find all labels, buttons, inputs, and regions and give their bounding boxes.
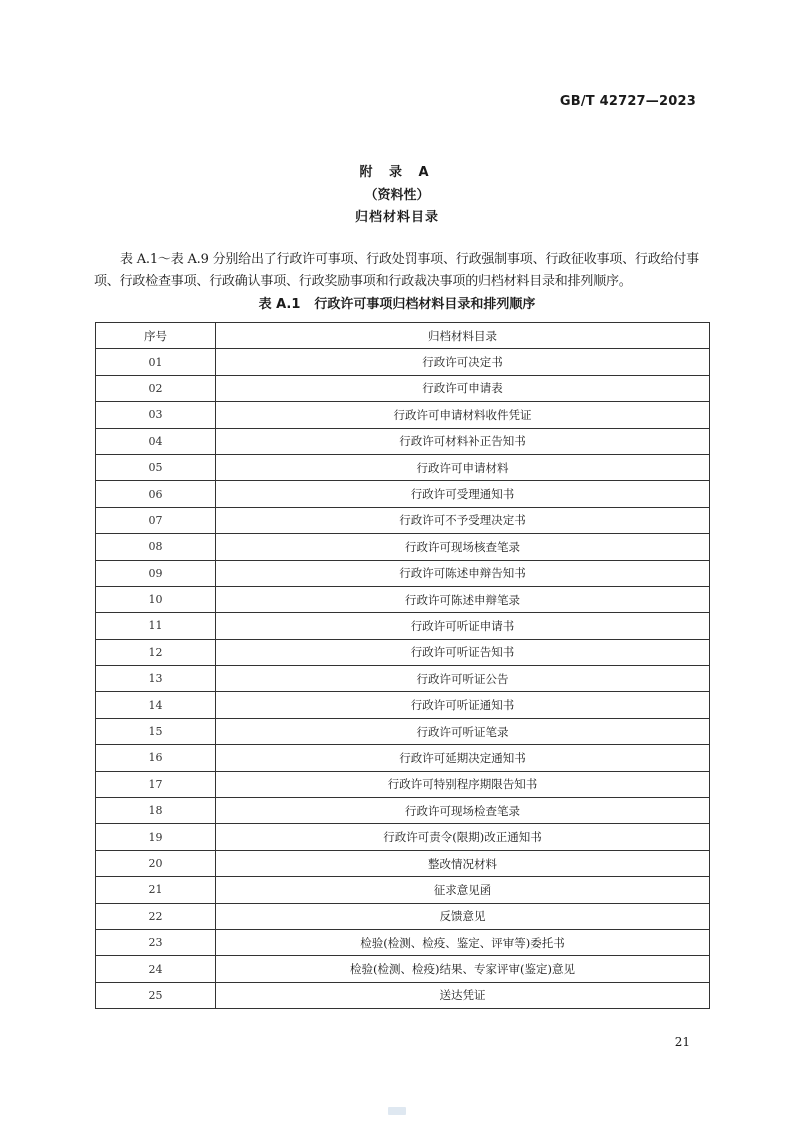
row-sequence-number: 15 bbox=[96, 718, 216, 744]
table-row bbox=[96, 454, 710, 480]
row-sequence-number: 25 bbox=[96, 982, 216, 1008]
table-row bbox=[96, 718, 710, 744]
row-sequence-number: 18 bbox=[96, 798, 216, 824]
archive-materials-table bbox=[95, 322, 710, 1009]
row-material-name: 行政许可受理通知书 bbox=[216, 481, 710, 507]
table-header-row bbox=[96, 323, 710, 349]
table-row bbox=[96, 850, 710, 876]
table-row bbox=[96, 375, 710, 401]
row-sequence-number: 14 bbox=[96, 692, 216, 718]
column-header-sequence: 序号 bbox=[96, 323, 216, 349]
row-material-name: 征求意见函 bbox=[216, 877, 710, 903]
table-row bbox=[96, 428, 710, 454]
row-sequence-number: 05 bbox=[96, 454, 216, 480]
row-material-name: 行政许可特别程序期限告知书 bbox=[216, 771, 710, 797]
row-material-name: 行政许可听证笔录 bbox=[216, 718, 710, 744]
row-material-name: 行政许可不予受理决定书 bbox=[216, 507, 710, 533]
table-row bbox=[96, 560, 710, 586]
row-sequence-number: 03 bbox=[96, 402, 216, 428]
annex-name: 归档材料目录 bbox=[354, 210, 439, 225]
table-row bbox=[96, 745, 710, 771]
table-row bbox=[96, 507, 710, 533]
row-material-name: 行政许可听证申请书 bbox=[216, 613, 710, 639]
row-material-name: 反馈意见 bbox=[216, 903, 710, 929]
table-row bbox=[96, 956, 710, 982]
row-sequence-number: 11 bbox=[96, 613, 216, 639]
row-sequence-number: 20 bbox=[96, 850, 216, 876]
row-material-name: 行政许可现场检查笔录 bbox=[216, 798, 710, 824]
table-row bbox=[96, 613, 710, 639]
row-sequence-number: 08 bbox=[96, 534, 216, 560]
row-sequence-number: 10 bbox=[96, 586, 216, 612]
table-caption bbox=[0, 293, 794, 312]
table-row bbox=[96, 824, 710, 850]
table-row bbox=[96, 798, 710, 824]
row-sequence-number: 21 bbox=[96, 877, 216, 903]
row-material-name: 整改情况材料 bbox=[216, 850, 710, 876]
row-material-name: 行政许可责令(限期)改正通知书 bbox=[216, 824, 710, 850]
annex-title: 附 录 A bbox=[359, 165, 435, 180]
row-material-name: 行政许可现场核查笔录 bbox=[216, 534, 710, 560]
row-sequence-number: 12 bbox=[96, 639, 216, 665]
footer-watermark bbox=[388, 1107, 406, 1115]
row-sequence-number: 16 bbox=[96, 745, 216, 771]
column-header-catalog: 归档材料目录 bbox=[216, 323, 710, 349]
row-sequence-number: 04 bbox=[96, 428, 216, 454]
intro-paragraph: 表 A.1～表 A.9 分别给出了行政许可事项、行政处罚事项、行政强制事项、行政征收事项、行政给付事项、行政检查事项、行政确认事项、行政奖励事项和行政裁决事项的归档材料目录和排列顺序。 bbox=[94, 252, 699, 289]
row-material-name: 检验(检测、检疫)结果、专家评审(鉴定)意见 bbox=[216, 956, 710, 982]
row-material-name: 行政许可陈述申辩告知书 bbox=[216, 560, 710, 586]
table-number: 表 A.1 bbox=[258, 297, 301, 312]
row-material-name: 行政许可延期决定通知书 bbox=[216, 745, 710, 771]
row-sequence-number: 13 bbox=[96, 666, 216, 692]
row-material-name: 行政许可听证通知书 bbox=[216, 692, 710, 718]
row-sequence-number: 06 bbox=[96, 481, 216, 507]
table-row bbox=[96, 534, 710, 560]
table-row bbox=[96, 481, 710, 507]
row-material-name: 行政许可听证公告 bbox=[216, 666, 710, 692]
row-material-name: 送达凭证 bbox=[216, 982, 710, 1008]
row-sequence-number: 19 bbox=[96, 824, 216, 850]
table-row bbox=[96, 929, 710, 955]
table-row bbox=[96, 982, 710, 1008]
table-row bbox=[96, 586, 710, 612]
row-material-name: 行政许可决定书 bbox=[216, 349, 710, 375]
row-sequence-number: 24 bbox=[96, 956, 216, 982]
row-material-name: 行政许可听证告知书 bbox=[216, 639, 710, 665]
row-sequence-number: 01 bbox=[96, 349, 216, 375]
row-material-name: 行政许可陈述申辩笔录 bbox=[216, 586, 710, 612]
row-material-name: 行政许可材料补正告知书 bbox=[216, 428, 710, 454]
table-row bbox=[96, 349, 710, 375]
row-sequence-number: 23 bbox=[96, 929, 216, 955]
table-row bbox=[96, 666, 710, 692]
table-caption-text: 行政许可事项归档材料目录和排列顺序 bbox=[314, 297, 536, 312]
annex-nature: （资料性） bbox=[364, 188, 430, 203]
table-row bbox=[96, 402, 710, 428]
row-sequence-number: 22 bbox=[96, 903, 216, 929]
table-row bbox=[96, 692, 710, 718]
row-material-name: 行政许可申请表 bbox=[216, 375, 710, 401]
row-material-name: 行政许可申请材料 bbox=[216, 454, 710, 480]
row-sequence-number: 02 bbox=[96, 375, 216, 401]
row-material-name: 检验(检测、检疫、鉴定、评审等)委托书 bbox=[216, 929, 710, 955]
row-sequence-number: 17 bbox=[96, 771, 216, 797]
row-sequence-number: 07 bbox=[96, 507, 216, 533]
page-number: 21 bbox=[674, 1035, 690, 1049]
table-row bbox=[96, 639, 710, 665]
row-sequence-number: 09 bbox=[96, 560, 216, 586]
row-material-name: 行政许可申请材料收件凭证 bbox=[216, 402, 710, 428]
standard-number: GB/T 42727—2023 bbox=[559, 94, 696, 109]
table-row bbox=[96, 771, 710, 797]
table-row bbox=[96, 877, 710, 903]
table-row bbox=[96, 903, 710, 929]
